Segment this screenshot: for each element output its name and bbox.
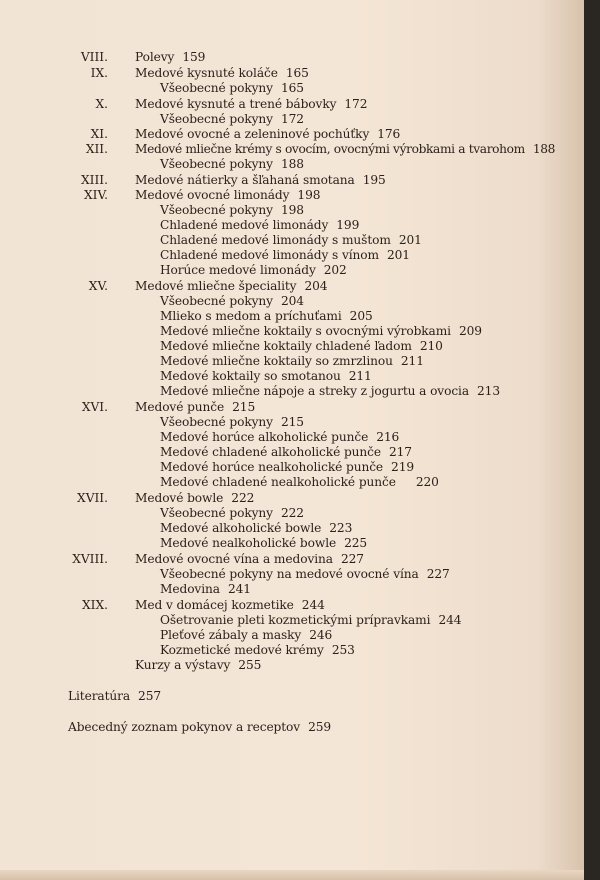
subentry-title: Všeobecné pokyny [160, 112, 273, 126]
literature-title: Literatúra [68, 689, 131, 703]
toc-subentry [160, 339, 443, 354]
toc-entry [135, 552, 364, 567]
toc-entry [135, 188, 320, 203]
page-number: 215 [232, 400, 256, 414]
toc-entry [135, 142, 555, 157]
subentry-title: Medové nealkoholické bowle [160, 536, 337, 550]
subentry-title: Všeobecné pokyny na medové ovocné vína [160, 567, 419, 581]
page-number: 225 [344, 536, 368, 550]
page-number: 159 [182, 50, 206, 64]
page-number: 253 [331, 643, 355, 657]
chapter-number: XVIII. [72, 552, 108, 566]
page-number: 222 [231, 491, 255, 505]
chapter-number: XI. [90, 127, 108, 141]
subentry-title: Medovina [160, 582, 220, 596]
toc-subentry [160, 218, 359, 233]
toc-subentry [160, 233, 422, 248]
chapter-title: Medové ovocné a zeleninové pochúťky [135, 127, 370, 141]
page-number: 195 [362, 173, 386, 187]
chapter-number: VIII. [80, 50, 108, 64]
toc-subentry [160, 430, 399, 445]
toc-subentry [160, 628, 332, 643]
subentry-title: Ošetrovanie pleti kozmetickými prípravkami [160, 613, 431, 627]
toc-entry [135, 279, 327, 294]
toc-entry [135, 173, 386, 188]
toc-subentry [160, 460, 414, 475]
chapter-title: Medové ovocné vína a medovina [135, 552, 333, 566]
page-number: 198 [280, 203, 304, 217]
chapter-title: Medové nátierky a šľahaná smotana [135, 173, 355, 187]
chapter-title: Medové mliečne špeciality [135, 279, 297, 293]
toc-index [68, 720, 331, 735]
toc-subentry [160, 567, 450, 582]
toc-subentry [160, 582, 251, 597]
subentry-title: Medové alkoholické bowle [160, 521, 322, 535]
page-number: 204 [280, 294, 304, 308]
toc-subentry [160, 112, 304, 127]
page-number: 201 [398, 233, 422, 247]
chapter-number: XIII. [81, 173, 108, 187]
subentry-title: Medové mliečne nápoje a streky z jogurtu a ovocia [160, 384, 470, 398]
toc-subentry [160, 81, 304, 96]
toc-literature [68, 689, 161, 704]
toc-subentry [160, 415, 304, 430]
subentry-title: Všeobecné pokyny [160, 506, 273, 520]
toc-subentry [160, 248, 410, 263]
page-number: 213 [477, 384, 500, 398]
chapter-title: Polevy [135, 50, 175, 64]
page-number: 202 [323, 263, 347, 277]
toc-subentry [160, 354, 424, 369]
toc-subentry [160, 294, 304, 309]
subentry-title: Všeobecné pokyny [160, 415, 273, 429]
chapter-number: XVI. [81, 400, 108, 414]
chapter-title: Med v domácej kozmetike [135, 598, 294, 612]
page-number: 201 [387, 248, 410, 262]
toc-entry [135, 598, 325, 613]
page-number: 188 [280, 157, 304, 171]
page-number: 257 [138, 689, 162, 703]
subentry-title: Všeobecné pokyny [160, 203, 273, 217]
subentry-title: Horúce medové limonády [160, 263, 316, 277]
toc-entry [135, 127, 400, 142]
page-number: 205 [349, 309, 373, 323]
subentry-title: Chladené medové limonády s vínom [160, 248, 379, 262]
chapter-number: XII. [85, 142, 108, 156]
toc-subentry [160, 506, 304, 521]
toc-entry [135, 50, 205, 65]
page-number: 222 [280, 506, 304, 520]
page-number: 165 [285, 66, 309, 80]
subentry-title: Medové mliečne koktaily so zmrzlinou [160, 354, 393, 368]
toc-entry [135, 658, 261, 673]
page-number: 216 [376, 430, 400, 444]
page-number: 211 [400, 354, 424, 368]
chapter-title: Medové mliečne krémy s ovocím, ovocnými výrobkami a tvarohom [135, 142, 525, 156]
toc-subentry [160, 384, 500, 399]
subentry-title: Kozmetické medové krémy [160, 643, 324, 657]
page-number: 172 [280, 112, 304, 126]
page-number: 172 [344, 97, 368, 111]
toc-entry [135, 97, 367, 112]
toc-subentry [160, 475, 439, 490]
page-number: 244 [438, 613, 462, 627]
page-number: 199 [336, 218, 360, 232]
toc-entry [135, 66, 309, 81]
page-number: 219 [391, 460, 415, 474]
toc-subentry [160, 536, 367, 551]
page-number: 223 [329, 521, 353, 535]
toc-subentry [160, 203, 304, 218]
chapter-title: Medové kysnuté a trené bábovky [135, 97, 337, 111]
page-number: 165 [280, 81, 304, 95]
page-edge [0, 870, 584, 880]
toc-subentry [160, 309, 373, 324]
page-number: 209 [458, 324, 482, 338]
toc-subentry [160, 521, 352, 536]
toc-entry [135, 491, 254, 506]
page-number: 259 [308, 720, 332, 734]
chapter-number: IX. [90, 66, 108, 80]
page-number: 204 [304, 279, 328, 293]
chapter-title: Medové ovocné limonády [135, 188, 290, 202]
subentry-title: Chladené medové limonády s muštom [160, 233, 391, 247]
page-number: 188 [532, 142, 556, 156]
toc-subentry [160, 369, 372, 384]
toc-entry [135, 400, 255, 415]
toc-subentry [160, 263, 347, 278]
subentry-title: Medové horúce nealkoholické punče [160, 460, 384, 474]
subentry-title: Pleťové zábaly a masky [160, 628, 302, 642]
page-number: 227 [340, 552, 364, 566]
subentry-title: Chladené medové limonády [160, 218, 329, 232]
index-title: Abecedný zoznam pokynov a receptov [68, 720, 301, 734]
page-number: 176 [377, 127, 401, 141]
page-number: 241 [227, 582, 251, 596]
page-number: 211 [348, 369, 372, 383]
subentry-title: Medové mliečne koktaily s ovocnými výrobkami [160, 324, 451, 338]
chapter-title: Medové kysnuté koláče [135, 66, 278, 80]
page-number: 217 [389, 445, 412, 459]
subentry-title: Medové chladené alkoholické punče [160, 445, 381, 459]
page-number: 255 [238, 658, 262, 672]
toc-subentry [160, 324, 482, 339]
chapter-number: XIV. [83, 188, 108, 202]
subentry-title: Všeobecné pokyny [160, 157, 273, 171]
chapter-number: XV. [88, 279, 108, 293]
page-number: 198 [297, 188, 321, 202]
chapter-title: Medové bowle [135, 491, 224, 505]
subentry-title: Všeobecné pokyny [160, 81, 273, 95]
chapter-title: Kurzy a výstavy [135, 658, 231, 672]
chapter-number: X. [95, 97, 108, 111]
chapter-title: Medové punče [135, 400, 225, 414]
subentry-title: Medové horúce alkoholické punče [160, 430, 369, 444]
page-number: 246 [309, 628, 333, 642]
subentry-title: Medové mliečne koktaily chladené ľadom [160, 339, 412, 353]
page-number: 227 [426, 567, 450, 581]
subentry-title: Medové koktaily so smotanou [160, 369, 341, 383]
toc-subentry [160, 157, 304, 172]
toc-subentry [160, 445, 412, 460]
page-number: 220 [415, 475, 439, 489]
toc-subentry [160, 613, 461, 628]
page-number: 244 [301, 598, 325, 612]
page-number: 215 [280, 415, 304, 429]
subentry-title: Medové chladené nealkoholické punče [160, 475, 396, 489]
subentry-title: Všeobecné pokyny [160, 294, 273, 308]
page-number: 210 [419, 339, 443, 353]
chapter-number: XVII. [77, 491, 108, 505]
chapter-number: XIX. [81, 598, 108, 612]
subentry-title: Mlieko s medom a príchuťami [160, 309, 342, 323]
toc-subentry [160, 643, 355, 658]
